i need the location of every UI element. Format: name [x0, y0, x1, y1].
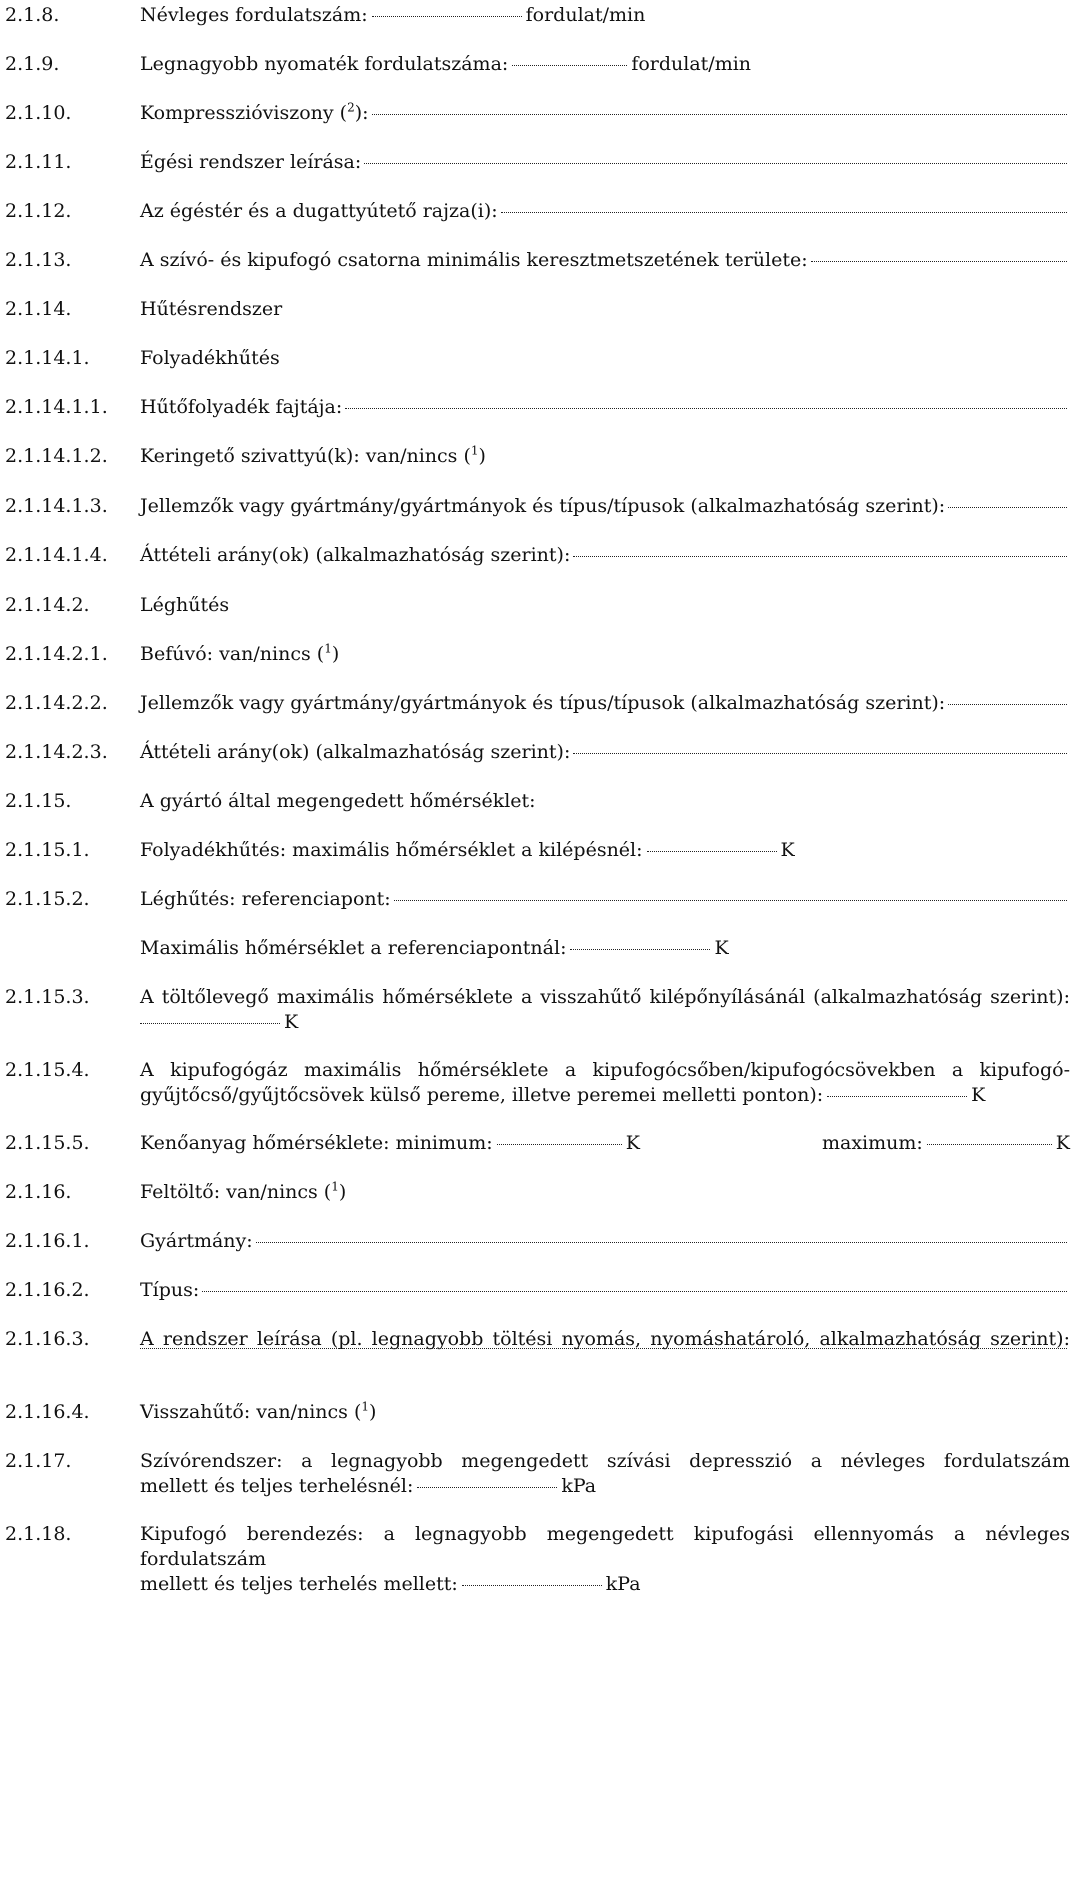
item-label: Maximális hőmérséklet a referenciapontnál: — [140, 937, 567, 959]
item-unit: K — [971, 1084, 986, 1106]
item-2-1-14-2-1 — [5, 642, 1070, 667]
item-label: Visszahűtő: van/nincs ($^1$) — [140, 1399, 377, 1423]
footnote-ref: 1 — [361, 1399, 370, 1414]
blank-field[interactable] — [372, 114, 1067, 115]
item-2-1-16-4 — [5, 1400, 1070, 1425]
blank-field[interactable] — [394, 900, 1067, 901]
item-2-1-11 — [5, 150, 1070, 175]
item-label-cont: mellett és teljes terhelésnél: — [140, 1475, 414, 1497]
item-unit: fordulat/min — [631, 53, 752, 75]
item-number: 2.1.15.1. — [5, 839, 90, 861]
item-label: Léghűtés: referenciapont: — [140, 888, 391, 910]
section-heading: Folyadékhűtés — [140, 347, 280, 369]
item-number: 2.1.15.3. — [5, 986, 90, 1008]
item-2-1-8 — [5, 3, 1070, 28]
item-number: 2.1.10. — [5, 102, 72, 124]
blank-field[interactable] — [570, 949, 710, 950]
item-2-1-16-3 — [5, 1327, 1070, 1353]
section-heading: A gyártó által megengedett hőmérséklet: — [140, 790, 536, 812]
item-2-1-14-1-2 — [5, 444, 1070, 469]
item-2-1-15-3 — [5, 985, 1070, 1035]
item-2-1-15 — [5, 789, 1070, 814]
blank-field[interactable] — [811, 261, 1067, 262]
item-label: Névleges fordulatszám: — [140, 4, 368, 26]
item-unit: K — [780, 839, 795, 861]
blank-field[interactable] — [345, 408, 1067, 409]
blank-field[interactable] — [647, 851, 777, 852]
item-label: A rendszer leírása (pl. legnagyobb töltési nyomás, nyomáshatároló, alkalmazhatóság szerint): — [140, 1328, 1070, 1350]
item-2-1-14 — [5, 297, 1070, 322]
blank-field[interactable] — [827, 1096, 967, 1097]
item-number: 2.1.15.5. — [5, 1132, 90, 1154]
item-label: Áttételi arány(ok) (alkalmazhatóság szerint): — [140, 544, 571, 566]
item-label: Áttételi arány(ok) (alkalmazhatóság szerint): — [140, 741, 571, 763]
item-unit: kPa — [561, 1475, 597, 1497]
item-label: A szívó- és kipufogó csatorna minimális keresztmetszetének területe: — [140, 249, 808, 271]
blank-field-max[interactable] — [927, 1144, 1052, 1145]
section-heading: Léghűtés — [140, 594, 230, 616]
item-2-1-15-5 — [5, 1131, 1070, 1156]
item-2-1-16 — [5, 1180, 1070, 1205]
item-number: 2.1.16. — [5, 1181, 72, 1203]
item-number: 2.1.16.2. — [5, 1279, 90, 1301]
item-2-1-16-2 — [5, 1278, 1070, 1303]
item-label: Kipufogó berendezés: a legnagyobb megengedett kipufogási ellennyomás a névleges fordulatszám — [140, 1523, 1070, 1570]
item-label: Típus: — [140, 1279, 200, 1301]
item-number: 2.1.14. — [5, 298, 72, 320]
item-2-1-18 — [5, 1522, 1070, 1597]
item-number: 2.1.12. — [5, 200, 72, 222]
item-2-1-14-2-2 — [5, 691, 1070, 716]
item-label-cont: mellett és teljes terhelés mellett: — [140, 1573, 458, 1595]
blank-field[interactable] — [364, 163, 1067, 164]
item-unit: K — [714, 937, 729, 959]
item-label: Gyártmány: — [140, 1230, 253, 1252]
blank-field[interactable] — [140, 1348, 1067, 1349]
blank-field[interactable] — [948, 704, 1067, 705]
item-label: Hűtőfolyadék fajtája: — [140, 396, 343, 418]
item-unit: fordulat/min — [525, 4, 646, 26]
footnote-ref: 1 — [470, 443, 479, 458]
item-number: 2.1.13. — [5, 249, 72, 271]
blank-field[interactable] — [372, 16, 522, 17]
item-number: 2.1.9. — [5, 53, 60, 75]
blank-field[interactable] — [462, 1585, 602, 1586]
item-label: Égési rendszer leírása: — [140, 151, 362, 173]
item-number: 2.1.14.2.3. — [5, 741, 108, 763]
item-label: Az égéstér és a dugattyútető rajza(i): — [140, 200, 498, 222]
item-2-1-9 — [5, 52, 1070, 77]
item-number: 2.1.16.1. — [5, 1230, 90, 1252]
item-2-1-10 — [5, 101, 1070, 126]
item-2-1-16-1 — [5, 1229, 1070, 1254]
blank-field[interactable] — [256, 1242, 1067, 1243]
footnote-ref: 1 — [331, 1179, 339, 1194]
blank-field[interactable] — [140, 1023, 280, 1024]
footnote-ref: 1 — [324, 641, 332, 656]
item-label: A kipufogógáz maximális hőmérséklete a kipufogócsőben/kipufogócsövekben a kipufogó- — [140, 1059, 1070, 1081]
blank-field-min[interactable] — [497, 1144, 622, 1145]
item-label-cont: gyűjtőcső/gyűjtőcsövek külső pereme, illetve peremei melletti ponton): — [140, 1084, 824, 1106]
item-number: 2.1.11. — [5, 151, 72, 173]
item-label: Befúvó: van/nincs ($^1$) — [140, 641, 340, 665]
item-reference-max — [5, 936, 1070, 961]
item-label: Keringető szivattyú(k): van/nincs ($^1$) — [140, 443, 486, 467]
item-2-1-15-1 — [5, 838, 1070, 863]
item-label: Kompresszióviszony ($^2$): — [140, 100, 369, 124]
item-number: 2.1.17. — [5, 1450, 72, 1472]
item-2-1-14-1-4 — [5, 543, 1070, 568]
footnote-ref: 2 — [347, 100, 355, 115]
item-2-1-14-1-3 — [5, 494, 1070, 519]
item-label: Szívórendszer: a legnagyobb megengedett szívási depresszió a névleges fordulatszám — [140, 1450, 1070, 1472]
item-number: 2.1.14.2.2. — [5, 692, 108, 714]
blank-field[interactable] — [501, 212, 1067, 213]
item-number: 2.1.14.2. — [5, 594, 90, 616]
item-number: 2.1.14.1.1. — [5, 396, 108, 418]
item-number: 2.1.8. — [5, 4, 60, 26]
item-label: Folyadékhűtés: maximális hőmérséklet a kilépésnél: — [140, 839, 643, 861]
item-number: 2.1.16.3. — [5, 1328, 90, 1350]
item-number: 2.1.14.1.3. — [5, 495, 108, 517]
blank-field[interactable] — [573, 753, 1067, 754]
item-2-1-14-1-1 — [5, 395, 1070, 420]
item-number: 2.1.14.2.1. — [5, 643, 108, 665]
item-2-1-17 — [5, 1449, 1070, 1499]
blank-field[interactable] — [948, 507, 1067, 508]
item-unit: K — [284, 1011, 299, 1033]
item-2-1-12 — [5, 199, 1070, 224]
item-label-max: maximum: — [821, 1132, 923, 1154]
item-number: 2.1.18. — [5, 1523, 72, 1545]
item-2-1-14-2 — [5, 593, 1070, 618]
item-2-1-13 — [5, 248, 1070, 273]
item-unit: kPa — [605, 1573, 641, 1595]
item-number: 2.1.14.1.2. — [5, 445, 108, 467]
item-2-1-15-2 — [5, 887, 1070, 912]
item-label: Jellemzők vagy gyártmány/gyártmányok és típus/típusok (alkalmazhatóság szerint): — [140, 495, 946, 517]
item-unit: K — [1055, 1132, 1070, 1154]
blank-field[interactable] — [573, 556, 1067, 557]
item-number: 2.1.15.4. — [5, 1059, 90, 1081]
blank-field[interactable] — [512, 65, 627, 66]
blank-field[interactable] — [202, 1291, 1067, 1292]
item-label: Kenőanyag hőmérséklete: minimum: — [140, 1132, 493, 1154]
item-2-1-14-2-3 — [5, 740, 1070, 765]
item-2-1-14-1 — [5, 346, 1070, 371]
item-unit: K — [625, 1132, 640, 1154]
item-label: Legnagyobb nyomaték fordulatszáma: — [140, 53, 509, 75]
section-heading: Hűtésrendszer — [140, 298, 283, 320]
item-number: 2.1.14.1.4. — [5, 544, 108, 566]
item-label: A töltőlevegő maximális hőmérséklete a visszahűtő kilépőnyílásánál (alkalmazhatóság szerint): — [140, 986, 1070, 1008]
item-number: 2.1.16.4. — [5, 1401, 90, 1423]
item-number: 2.1.14.1. — [5, 347, 90, 369]
item-label: Jellemzők vagy gyártmány/gyártmányok és típus/típusok (alkalmazhatóság szerint): — [140, 692, 946, 714]
item-number: 2.1.15. — [5, 790, 72, 812]
item-label: Feltöltő: van/nincs ($^1$) — [140, 1179, 347, 1203]
blank-field[interactable] — [417, 1487, 557, 1488]
item-number: 2.1.15.2. — [5, 888, 90, 910]
item-2-1-15-4 — [5, 1058, 1070, 1108]
